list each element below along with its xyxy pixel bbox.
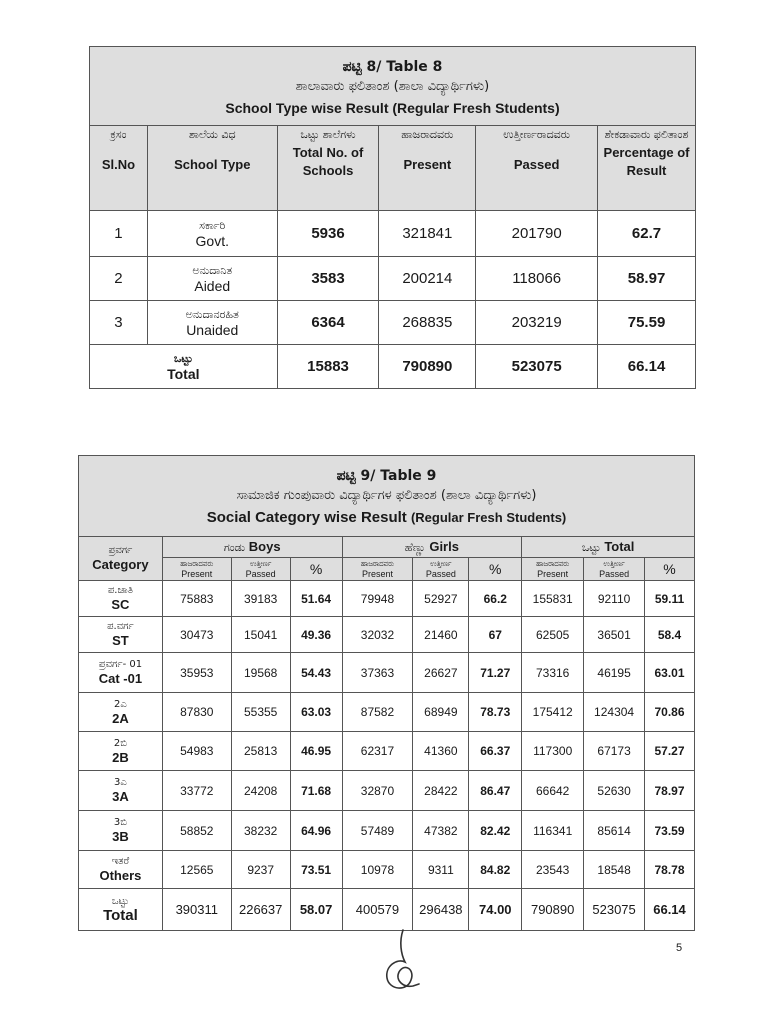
cell-category: ಪ್ರವರ್ಗ- 01 Cat -01 — [79, 653, 163, 693]
cell-value: 24208 — [231, 771, 290, 811]
header-category: ಪ್ರವರ್ಗ Category — [79, 537, 163, 581]
cell-value: 67173 — [584, 732, 645, 771]
table-row — [79, 581, 695, 617]
cell-sl: 3 — [90, 301, 148, 345]
signature-mark — [379, 928, 427, 1000]
cell-value: 37363 — [342, 653, 413, 693]
cell-value: 26627 — [413, 653, 469, 693]
cell-category: 3ಬಿ 3B — [79, 811, 163, 851]
cell-value: 19568 — [231, 653, 290, 693]
sub-passed: ಉತ್ತೀರ್ಣ Passed — [231, 558, 290, 581]
cell-schools: 15883 — [277, 345, 379, 389]
cell-value: 75883 — [162, 581, 231, 617]
cell-value: 57.27 — [645, 732, 695, 771]
cell-value: 57489 — [342, 811, 413, 851]
table-total-row — [90, 345, 696, 389]
cell-passed: 203219 — [476, 301, 598, 345]
cell-value: 79948 — [342, 581, 413, 617]
table-9-title-line1: ಪಟ್ಟಿ 9/ Table 9 — [336, 467, 437, 484]
header-percentage: ಶೇಕಡಾವಾರು ಫಲಿತಾಂಶ Percentage of Result — [598, 126, 696, 211]
cell-value: 15041 — [231, 617, 290, 653]
cell-value: 71.68 — [290, 771, 342, 811]
cell-value: 25813 — [231, 732, 290, 771]
cell-value: 523075 — [584, 889, 645, 931]
cell-value: 62505 — [522, 617, 584, 653]
cell-value: 23543 — [522, 851, 584, 889]
table-row — [79, 732, 695, 771]
cell-value: 66.2 — [469, 581, 522, 617]
cell-category: ಇತರೆ Others — [79, 851, 163, 889]
table-8-title-line2: ಶಾಲಾವಾರು ಫಲಿತಾಂಶ (ಶಾಲಾ ವಿದ್ಯಾರ್ಥಿಗಳು) — [295, 79, 490, 94]
cell-value: 54.43 — [290, 653, 342, 693]
cell-category: ಪ.ವರ್ಗ ST — [79, 617, 163, 653]
cell-value: 63.01 — [645, 653, 695, 693]
cell-value: 58852 — [162, 811, 231, 851]
table-9-title-line3: Social Category wise Result (Regular Fresh Students) — [206, 508, 567, 526]
cell-value: 82.42 — [469, 811, 522, 851]
cell-present: 790890 — [379, 345, 476, 389]
table-row — [90, 301, 696, 345]
cell-value: 28422 — [413, 771, 469, 811]
cell-value: 116341 — [522, 811, 584, 851]
cell-value: 58.07 — [290, 889, 342, 931]
cell-value: 59.11 — [645, 581, 695, 617]
table-9-title-line2: ಸಾಮಾಜಿಕ ಗುಂಪುವಾರು ವಿದ್ಯಾರ್ಥಿಗಳ ಫಲಿತಾಂಶ (ಶಾಲಾ ವಿದ್ಯಾರ್ಥಿಗಳು) — [236, 487, 537, 503]
cell-value: 73.51 — [290, 851, 342, 889]
sub-passed: ಉತ್ತೀರ್ಣ Passed — [413, 558, 469, 581]
cell-value: 52630 — [584, 771, 645, 811]
cell-value: 63.03 — [290, 693, 342, 732]
cell-value: 51.64 — [290, 581, 342, 617]
table-row — [79, 771, 695, 811]
cell-present: 200214 — [379, 257, 476, 301]
cell-schools: 5936 — [277, 211, 379, 257]
cell-value: 10978 — [342, 851, 413, 889]
cell-value: 55355 — [231, 693, 290, 732]
sub-pct: % — [469, 558, 522, 581]
cell-value: 84.82 — [469, 851, 522, 889]
cell-value: 390311 — [162, 889, 231, 931]
table-8 — [89, 46, 696, 389]
sub-passed: ಉತ್ತೀರ್ಣ Passed — [584, 558, 645, 581]
cell-total-label: ಒಟ್ಟು Total — [90, 345, 278, 389]
cell-category: 3ಎ 3A — [79, 771, 163, 811]
cell-passed: 523075 — [476, 345, 598, 389]
cell-pct: 58.97 — [598, 257, 696, 301]
cell-value: 71.27 — [469, 653, 522, 693]
table-row — [79, 617, 695, 653]
cell-present: 321841 — [379, 211, 476, 257]
cell-value: 41360 — [413, 732, 469, 771]
cell-value: 78.73 — [469, 693, 522, 732]
cell-value: 30473 — [162, 617, 231, 653]
cell-present: 268835 — [379, 301, 476, 345]
cell-value: 66.14 — [645, 889, 695, 931]
cell-value: 32870 — [342, 771, 413, 811]
cell-value: 400579 — [342, 889, 413, 931]
cell-school-type: ಅನುದಾನಿತ Aided — [147, 257, 277, 301]
header-total: ಒಟ್ಟು Total — [522, 537, 695, 558]
cell-value: 58.4 — [645, 617, 695, 653]
cell-category: 2ಬಿ 2B — [79, 732, 163, 771]
cell-passed: 201790 — [476, 211, 598, 257]
table-8-title-line1: ಪಟ್ಟಿ 8/ Table 8 — [342, 59, 443, 75]
cell-value: 35953 — [162, 653, 231, 693]
header-present: ಹಾಜರಾದವರು Present — [379, 126, 476, 211]
cell-value: 87582 — [342, 693, 413, 732]
table-8-header-row — [90, 126, 696, 211]
cell-value: 86.47 — [469, 771, 522, 811]
cell-value: 46.95 — [290, 732, 342, 771]
cell-value: 66.37 — [469, 732, 522, 771]
cell-value: 85614 — [584, 811, 645, 851]
cell-value: 73316 — [522, 653, 584, 693]
cell-schools: 3583 — [277, 257, 379, 301]
cell-value: 9311 — [413, 851, 469, 889]
table-row — [79, 851, 695, 889]
cell-value: 62317 — [342, 732, 413, 771]
cell-value: 78.97 — [645, 771, 695, 811]
cell-value: 54983 — [162, 732, 231, 771]
cell-value: 21460 — [413, 617, 469, 653]
cell-value: 92110 — [584, 581, 645, 617]
cell-value: 296438 — [413, 889, 469, 931]
cell-value: 117300 — [522, 732, 584, 771]
cell-value: 49.36 — [290, 617, 342, 653]
table-row — [79, 653, 695, 693]
cell-pct: 75.59 — [598, 301, 696, 345]
cell-value: 18548 — [584, 851, 645, 889]
header-school-type: ಶಾಲೆಯ ವಿಧ School Type — [147, 126, 277, 211]
cell-sl: 2 — [90, 257, 148, 301]
cell-value: 66642 — [522, 771, 584, 811]
table-total-row — [79, 889, 695, 931]
cell-value: 175412 — [522, 693, 584, 732]
sub-pct: % — [645, 558, 695, 581]
sub-present: ಹಾಜರಾದವರು Present — [522, 558, 584, 581]
sub-present: ಹಾಜರಾದವರು Present — [162, 558, 231, 581]
table-row — [90, 257, 696, 301]
cell-schools: 6364 — [277, 301, 379, 345]
cell-value: 64.96 — [290, 811, 342, 851]
cell-value: 9237 — [231, 851, 290, 889]
header-girls: ಹೆಣ್ಣು Girls — [342, 537, 522, 558]
cell-value: 46195 — [584, 653, 645, 693]
table-row — [90, 211, 696, 257]
table-row — [79, 811, 695, 851]
cell-value: 226637 — [231, 889, 290, 931]
cell-value: 67 — [469, 617, 522, 653]
cell-value: 68949 — [413, 693, 469, 732]
cell-category: 2ಎ 2A — [79, 693, 163, 732]
cell-value: 52927 — [413, 581, 469, 617]
cell-pct: 62.7 — [598, 211, 696, 257]
header-passed: ಉತ್ತೀರ್ಣರಾದವರು Passed — [476, 126, 598, 211]
cell-passed: 118066 — [476, 257, 598, 301]
cell-pct: 66.14 — [598, 345, 696, 389]
sub-pct: % — [290, 558, 342, 581]
cell-value: 78.78 — [645, 851, 695, 889]
cell-value: 32032 — [342, 617, 413, 653]
cell-value: 73.59 — [645, 811, 695, 851]
cell-school-type: ಸರ್ಕಾರಿ Govt. — [147, 211, 277, 257]
table-row — [79, 693, 695, 732]
cell-value: 124304 — [584, 693, 645, 732]
cell-value: 87830 — [162, 693, 231, 732]
table-9-subheader — [79, 558, 695, 581]
cell-category: ಪ.ಜಾತಿ SC — [79, 581, 163, 617]
cell-value: 12565 — [162, 851, 231, 889]
table-8-title-line3: School Type wise Result (Regular Fresh Students) — [225, 100, 560, 116]
header-total-schools: ಒಟ್ಟು ಶಾಲೆಗಳು Total No. of Schools — [277, 126, 379, 211]
cell-value: 36501 — [584, 617, 645, 653]
table-8-title — [90, 47, 696, 126]
sub-present: ಹಾಜರಾದವರು Present — [342, 558, 413, 581]
cell-category: ಒಟ್ಟು Total — [79, 889, 163, 931]
cell-value: 155831 — [522, 581, 584, 617]
cell-value: 33772 — [162, 771, 231, 811]
page-number: 5 — [676, 942, 683, 954]
table-9 — [78, 455, 695, 931]
cell-value: 39183 — [231, 581, 290, 617]
table-9-title — [79, 456, 695, 537]
cell-value: 790890 — [522, 889, 584, 931]
header-boys: ಗಂಡು Boys — [162, 537, 342, 558]
cell-value: 74.00 — [469, 889, 522, 931]
cell-value: 38232 — [231, 811, 290, 851]
cell-school-type: ಅನುದಾನರಹಿತ Unaided — [147, 301, 277, 345]
header-sl-no: ಕ್ರಸಂ Sl.No — [90, 126, 148, 211]
cell-value: 47382 — [413, 811, 469, 851]
cell-value: 70.86 — [645, 693, 695, 732]
cell-sl: 1 — [90, 211, 148, 257]
table-9-group-header — [79, 537, 695, 558]
